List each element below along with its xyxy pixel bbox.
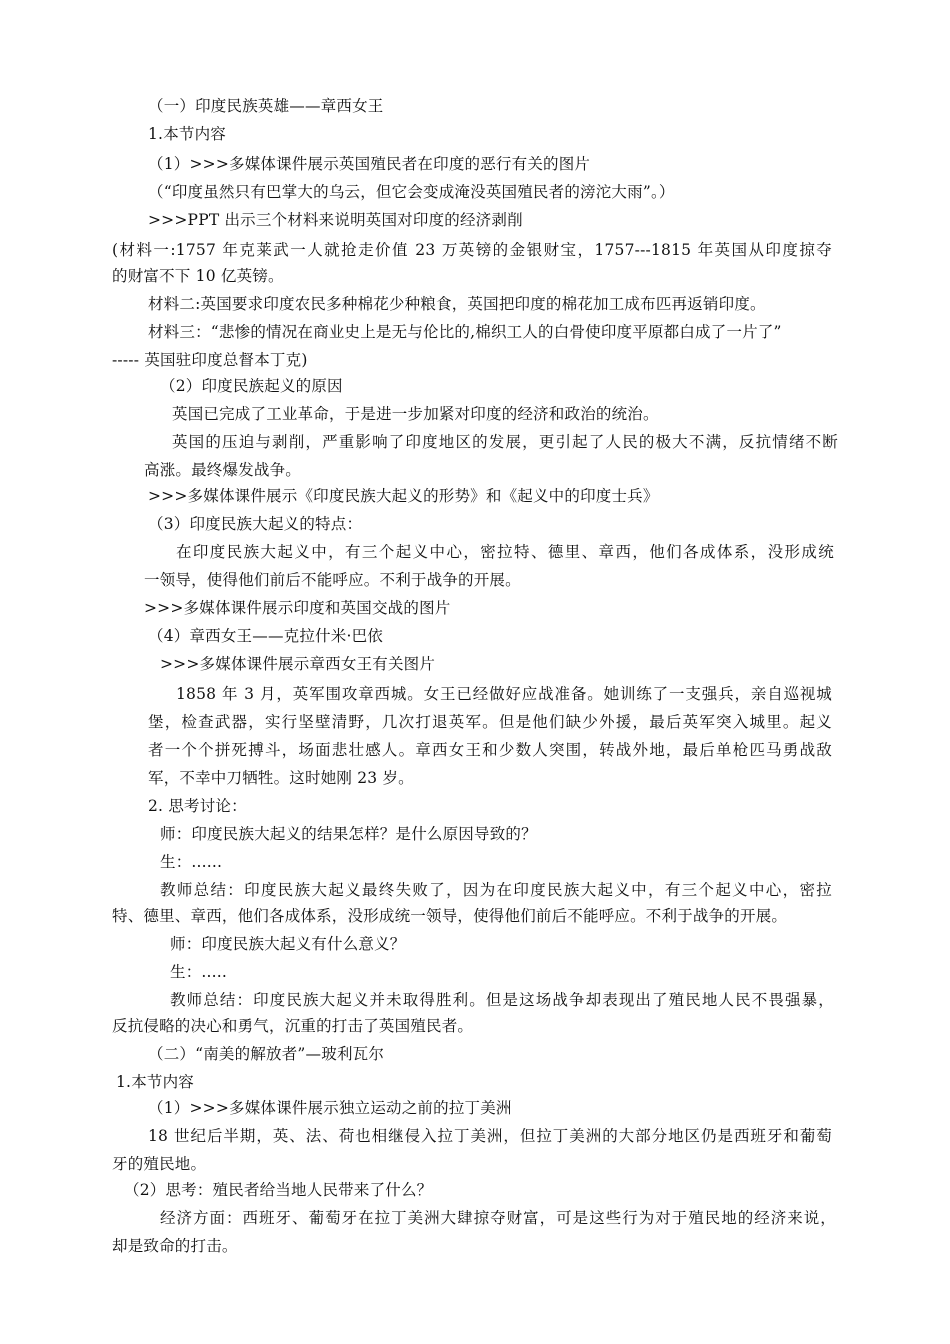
text-line: 生：..... [170,963,228,981]
text-line: 生：...... [160,853,223,871]
text-line: >>>多媒体课件展示印度和英国交战的图片 [144,599,451,617]
text-line: 材料二:英国要求印度农民多种棉花少种粮食，英国把印度的棉花加工成布匹再返销印度。 [148,295,766,313]
subheading: 1.本节内容 [116,1073,194,1091]
text-line: 军，不幸中刀牺牲。这时她刚 23 岁。 [148,769,414,787]
text-line: 的财富不下 10 亿英镑。 [112,267,284,285]
text-line: 堡，检查武器，实行坚壁清野，几次打退英军。但是他们缺少外援，最后英军突入城里。起义 [148,713,832,731]
text-line: 教师总结：印度民族大起义并未取得胜利。但是这场战争却表现出了殖民地人民不畏强暴， [170,991,834,1009]
section-heading-2: （二）“南美的解放者”—玻利瓦尔 [148,1045,385,1063]
subheading: 2. 思考讨论： [148,797,247,815]
text-line: （“印度虽然只有巴掌大的乌云，但它会变成淹没英国殖民者的滂沱大雨”。） [148,183,675,201]
text-line: >>>PPT 出示三个材料来说明英国对印度的经济剥削 [148,211,523,229]
text-line: 材料三：“悲惨的情况在商业史上是无与伦比的,棉织工人的白骨使印度平原都白成了一片了” [148,323,782,341]
text-line: 英国已完成了工业革命，于是进一步加紧对印度的经济和政治的统治。 [172,405,659,423]
text-line: 一领导，使得他们前后不能呼应。不利于战争的开展。 [144,571,521,589]
text-line: 教师总结：印度民族大起义最终失败了，因为在印度民族大起义中，有三个起义中心，密拉 [160,881,832,899]
text-line: 特、德里、章西，他们各成体系，没形成统一领导，使得他们前后不能呼应。不利于战争的开展。 [112,907,788,925]
text-line: (材料一:1757 年克莱武一人就抢走价值 23 万英镑的金银财宝，1757---1815 年英国从印度掠夺 [112,241,832,259]
text-line: 高涨。最终爆发战争。 [144,461,302,479]
text-line: 牙的殖民地。 [112,1155,207,1173]
text-line: 师：印度民族大起义有什么意义？ [170,935,406,953]
section-heading-1: （一）印度民族英雄——章西女王 [148,97,384,115]
text-line: （1）>>>多媒体课件展示独立运动之前的拉丁美洲 [148,1099,512,1117]
text-line: 却是致命的打击。 [112,1237,238,1255]
text-line: 经济方面：西班牙、葡萄牙在拉丁美洲大肆掠夺财富，可是这些行为对于殖民地的经济来说， [160,1209,836,1227]
subheading: （2）印度民族起义的原因 [160,377,343,395]
text-line: >>>多媒体课件展示《印度民族大起义的形势》和《起义中的印度士兵》 [148,487,659,505]
text-line: 英国的压迫与剥削，严重影响了印度地区的发展，更引起了人民的极大不满，反抗情绪不断 [172,433,838,451]
subheading: （3）印度民族大起义的特点： [148,515,363,533]
text-line: 者一个个拼死搏斗，场面悲壮感人。章西女王和少数人突围，转战外地，最后单枪匹马勇战敌 [148,741,832,759]
text-line: 反抗侵略的决心和勇气，沉重的打击了英国殖民者。 [112,1017,474,1035]
text-line: ----- 英国驻印度总督本丁克) [112,351,308,369]
text-line: 在印度民族大起义中，有三个起义中心，密拉特、德里、章西，他们各成体系，没形成统 [176,543,834,561]
text-line: >>>多媒体课件展示章西女王有关图片 [160,655,436,673]
subheading: （4）章西女王——克拉什米·巴依 [148,627,383,645]
text-line: 18 世纪后半期，英、法、荷也相继侵入拉丁美洲，但拉丁美洲的大部分地区仍是西班牙和葡萄 [148,1127,832,1145]
text-line: 师：印度民族大起义的结果怎样？是什么原因导致的？ [160,825,537,843]
subheading: （2）思考：殖民者给当地人民带来了什么？ [124,1181,433,1199]
subheading: 1.本节内容 [148,125,226,143]
text-line: （1）>>>多媒体课件展示英国殖民者在印度的恶行有关的图片 [148,155,591,173]
text-line: 1858 年 3 月，英军围攻章西城。女王已经做好应战准备。她训练了一支强兵，亲自巡视城 [176,685,832,703]
